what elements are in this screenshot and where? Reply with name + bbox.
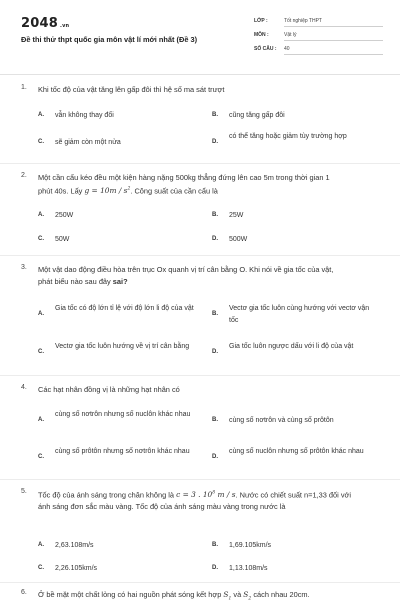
option-letter: C.: [38, 349, 44, 355]
option-letter: D.: [212, 349, 218, 355]
option-text: 50W: [55, 236, 70, 243]
option-letter: A.: [38, 311, 44, 317]
formula-body: g = 10m / s: [84, 186, 128, 196]
question-text-part: Tốc độ của ánh sáng trong chân không là: [38, 490, 175, 500]
question-text: [38, 488, 358, 513]
question-text-part: . Công suất của cần cẩu là: [130, 186, 218, 196]
source-s2-sub: 2: [248, 596, 252, 600]
option-letter: A.: [38, 417, 44, 423]
question-number: 3.: [21, 264, 27, 271]
option-letter: C.: [38, 139, 44, 145]
option-text: cùng số nuclôn nhưng số prôtôn khác nhau: [229, 448, 364, 455]
option-letter: B.: [212, 417, 218, 423]
formula-unit: m / s: [217, 490, 236, 500]
option-text: Vectơ gia tốc luôn hướng về vị trí cân bằng: [55, 343, 190, 350]
option-text: Gia tốc có độ lớn tỉ lệ với độ lớn li độ của vật: [55, 305, 194, 312]
option-letter: D.: [212, 565, 218, 571]
question-divider: [0, 163, 400, 164]
meta-subject-value: Vật lý: [284, 32, 383, 41]
option-letter: D.: [212, 236, 218, 242]
option-text: cùng số prôtôn nhưng số nơtrôn khác nhau: [55, 448, 190, 455]
question-text-emphasis: sai: [112, 277, 124, 286]
question-text: [38, 264, 338, 288]
option-letter: B.: [212, 212, 218, 218]
site-logo[interactable]: [21, 16, 69, 31]
option-letter: C.: [38, 236, 44, 242]
logo-text: 2048: [21, 16, 58, 31]
option-letter: B.: [212, 542, 218, 548]
question-text-part: ?: [123, 277, 128, 286]
question-number: 5.: [21, 488, 27, 495]
option-text: 500W: [229, 236, 248, 243]
formula-body: c = 3 . 10: [176, 490, 213, 500]
question-text-part: và: [233, 590, 242, 599]
source-s1-letter: S: [223, 590, 229, 599]
option-text: cũng tăng gấp đôi: [229, 112, 285, 119]
question-text: Khi tốc độ của vật tăng lên gấp đôi thì hệ số ma sát trượt: [38, 85, 225, 94]
question-number: 2.: [21, 172, 27, 179]
option-letter: C.: [38, 454, 44, 460]
meta-subject-key: MÔN :: [254, 32, 269, 38]
question-text-part: Một cần cẩu kéo đều một kiện hàng nặng 500kg thẳng đứng lên cao 5m trong thời gian 1 phút 40s. Lấy: [38, 173, 330, 196]
option-letter: B.: [212, 311, 218, 317]
option-text: Gia tốc luôn ngược dấu với li độ của vật: [229, 343, 354, 350]
option-text: Vectơ gia tốc luôn cùng hướng với vectơ vận tốc: [229, 305, 370, 324]
exam-title: Đề thi thử thpt quốc gia môn vật lí mới nhất (Đề 3): [21, 35, 198, 44]
option-letter: A.: [38, 542, 44, 548]
question-text-part: Ở bề mặt một chất lỏng có hai nguồn phát sóng kết hợp: [38, 590, 222, 599]
formula-sup: 2: [127, 187, 131, 192]
meta-class-value: Tốt nghiệp THPT: [284, 18, 383, 27]
question-text-part: Một vật dao động điều hòa trên trục Ox quanh vị trí cân bằng O. Khi nói về gia tốc của vật, phát biểu nào sau đây: [38, 265, 334, 286]
question-text-part: . Nước có chiết suất n=1,33 đối với ánh sáng đơn sắc màu vàng. Tốc độ của ánh sáng màu vàng trong nước là: [38, 490, 351, 512]
question-number: 6.: [21, 589, 27, 596]
option-letter: A.: [38, 112, 44, 118]
question-text: [38, 172, 338, 197]
header-divider: [0, 74, 400, 75]
source-s1: [223, 590, 231, 599]
option-text: sẽ giảm còn một nửa: [55, 139, 121, 146]
option-text: 2,26.105km/s: [55, 565, 98, 572]
source-s1-sub: 1: [228, 596, 232, 600]
option-letter: D.: [212, 139, 218, 145]
option-text: 250W: [55, 212, 74, 219]
source-s2-letter: S: [243, 590, 249, 599]
option-letter: B.: [212, 112, 218, 118]
question-divider: [0, 479, 400, 480]
option-letter: D.: [212, 454, 218, 460]
option-text: 1,69.105km/s: [229, 542, 272, 549]
question-divider: [0, 375, 400, 376]
exam-header: [0, 0, 400, 72]
question-divider: [0, 582, 400, 583]
question-number: 1.: [21, 84, 27, 91]
meta-count-key: SỐ CÂU :: [254, 46, 277, 52]
option-text: 25W: [229, 212, 244, 219]
logo-suffix: .vn: [59, 23, 70, 29]
source-s2: [243, 590, 251, 599]
question-divider: [0, 255, 400, 256]
formula-g: [84, 186, 130, 195]
option-text: 1,13.108m/s: [229, 565, 268, 572]
question-text: Các hạt nhân đồng vị là những hạt nhân có: [38, 385, 180, 394]
formula-c: [176, 490, 235, 499]
option-text: vẫn không thay đổi: [55, 112, 114, 119]
option-text: cùng số nơtrôn nhưng số nuclôn khác nhau: [55, 411, 191, 418]
meta-class-key: LỚP :: [254, 18, 268, 24]
option-text: cùng số nơtrôn và cùng số prôtôn: [229, 417, 334, 424]
option-text: 2,63.108m/s: [55, 542, 94, 549]
option-letter: A.: [38, 212, 44, 218]
option-text: có thể tăng hoặc giảm tùy trường hợp: [229, 133, 347, 140]
option-letter: C.: [38, 565, 44, 571]
question-number: 4.: [21, 384, 27, 391]
question-text-part: cách nhau 20cm.: [253, 590, 310, 599]
meta-count-value: 40: [284, 46, 383, 55]
formula-sup: 8: [212, 491, 216, 496]
question-text: [38, 589, 398, 600]
